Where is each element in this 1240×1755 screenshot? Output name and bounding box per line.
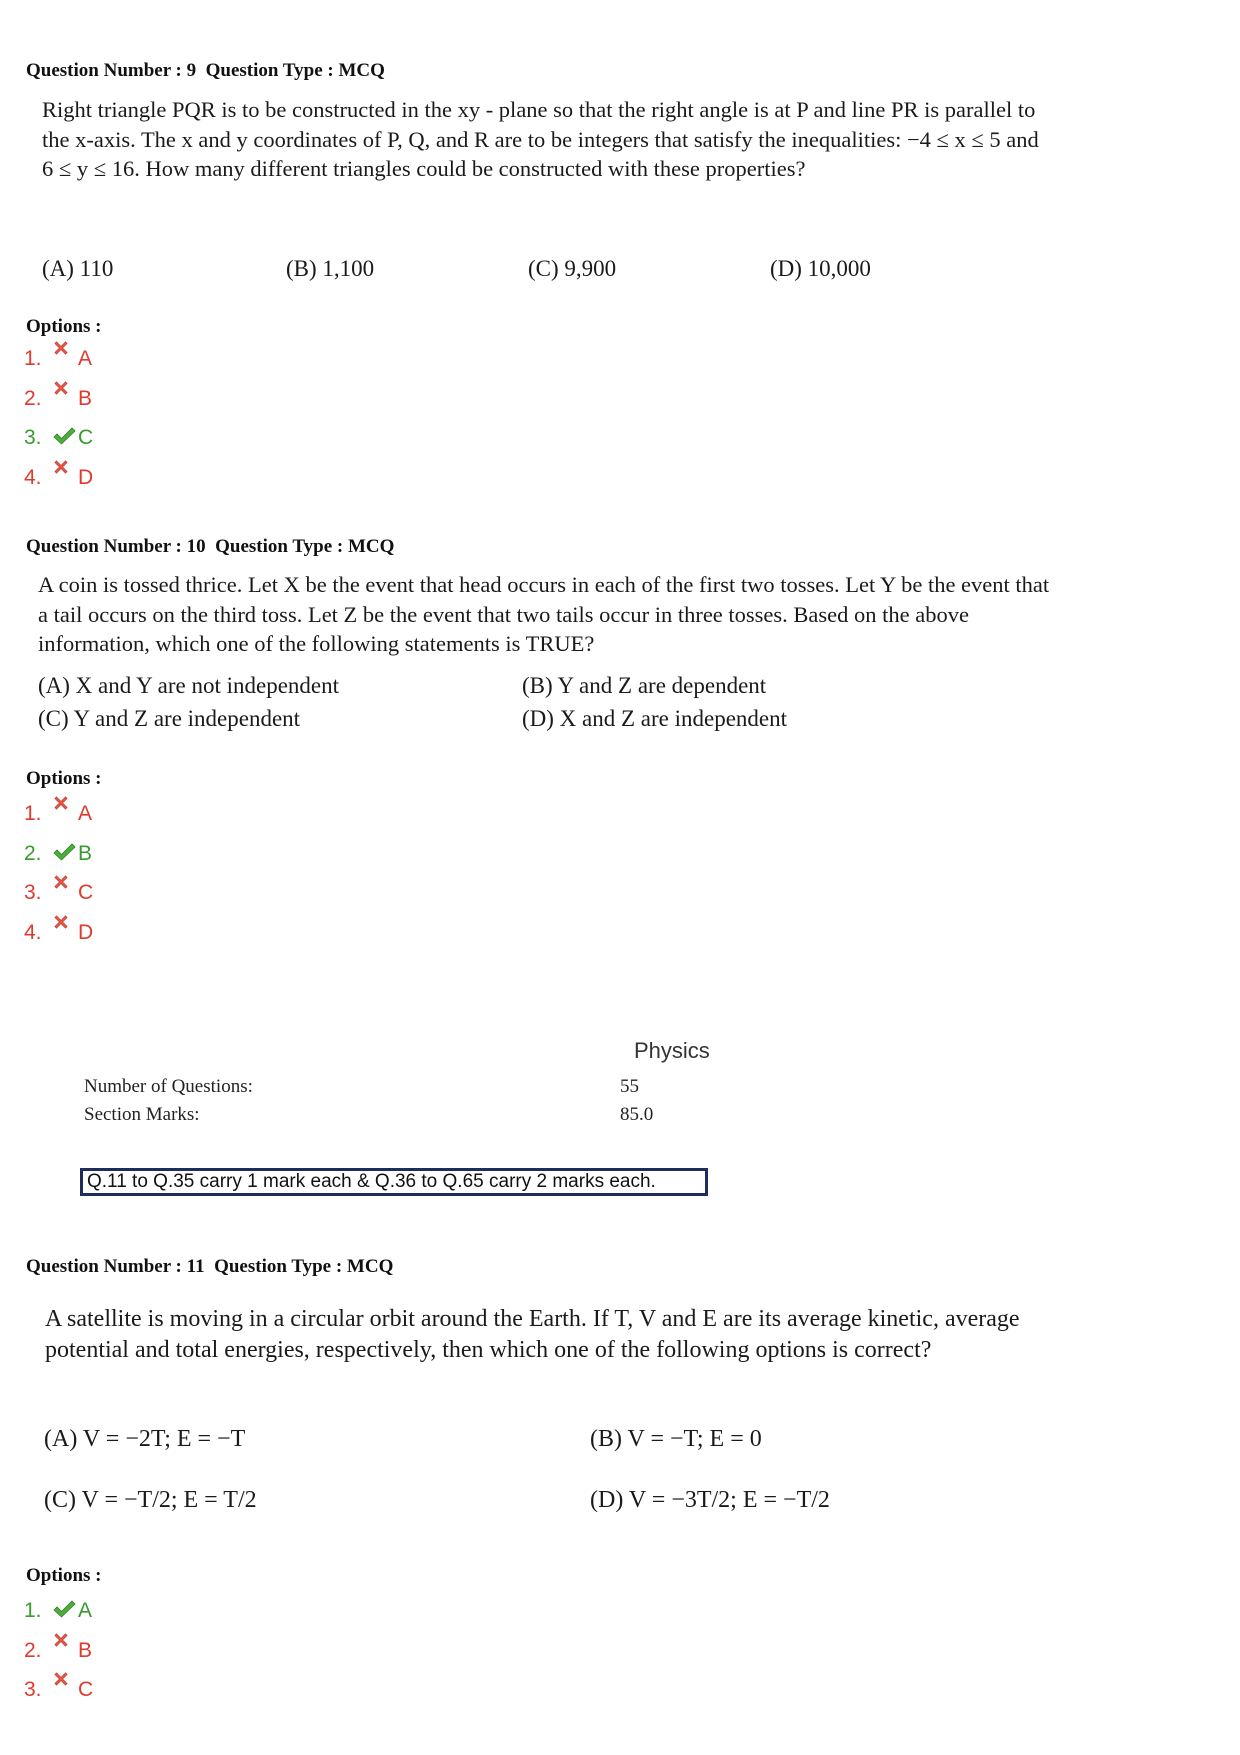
option-number: 1. <box>24 802 42 825</box>
option-number: 4. <box>24 465 42 489</box>
option-number: 2. <box>24 386 42 410</box>
option-b <box>24 1637 92 1665</box>
options-label: Options : <box>26 1565 102 1586</box>
choice-c: (C) V = −T/2; E = T/2 <box>44 1487 257 1513</box>
option-letter: B <box>78 1638 93 1662</box>
option-number: 4. <box>24 920 42 944</box>
question-header: Question Number : 11 Question Type : MCQ <box>26 1256 394 1277</box>
choice-b: (B) V = −T; E = 0 <box>590 1426 762 1452</box>
cross-icon <box>52 921 78 945</box>
checkmark-icon <box>52 842 78 866</box>
option-number: 3. <box>24 881 42 904</box>
choice-a: (A) V = −2T; E = −T <box>44 1426 246 1452</box>
options-label: Options : <box>26 316 102 337</box>
option-number: 1. <box>24 1599 42 1622</box>
option-letter: B <box>78 841 93 865</box>
choice-b: (B) Y and Z are dependent <box>522 673 767 698</box>
question-text: Right triangle PQR is to be constructed in the xy - plane so that the right angle is at P and line PR is parallel to the x-axis. The x and y coordinates of P, Q, and R are to be integers that satisfy the inequalities: −4 ≤ x ≤ 5 and 6 ≤ y ≤ 16. How many different triangles could be constructed with these properties? <box>42 97 1039 181</box>
choice-a: (A) X and Y are not independent <box>38 673 340 698</box>
cross-icon <box>52 1639 78 1663</box>
option-number: 2. <box>24 841 42 865</box>
cross-icon <box>52 347 78 371</box>
cross-icon <box>52 1678 78 1702</box>
section-marks-label: Section Marks: <box>84 1104 200 1125</box>
option-a <box>24 800 92 828</box>
option-b <box>24 385 92 413</box>
option-c <box>24 879 93 907</box>
option-d <box>24 919 93 947</box>
option-letter: B <box>78 386 93 410</box>
option-c <box>24 1676 93 1704</box>
choice-a: (A) 110 <box>42 256 114 281</box>
choice-d: (D) V = −3T/2; E = −T/2 <box>590 1487 830 1513</box>
options-label: Options : <box>26 768 102 789</box>
option-letter: C <box>78 1678 94 1701</box>
question-header: Question Number : 9 Question Type : MCQ <box>26 60 385 81</box>
checkmark-icon <box>52 426 78 450</box>
option-letter: A <box>78 347 93 370</box>
cross-icon <box>52 881 78 905</box>
section-title: Physics <box>634 1038 710 1063</box>
option-letter: A <box>78 802 93 825</box>
marking-scheme-notice: Q.11 to Q.35 carry 1 mark each & Q.36 to Q.65 carry 2 marks each. <box>80 1168 708 1196</box>
option-c <box>24 424 93 452</box>
cross-icon <box>52 387 78 411</box>
question-text: A satellite is moving in a circular orbit around the Earth. If T, V and E are its average kinetic, average potential and total energies, respectively, then which one of the following options is correct? <box>45 1306 1020 1363</box>
option-number: 3. <box>24 426 42 449</box>
choice-d: (D) 10,000 <box>770 256 871 281</box>
question-text: A coin is tossed thrice. Let X be the event that head occurs in each of the first two tosses. Let Y be the event that a tail occurs on the third toss. Let Z be the event that two tails occur in three tosses. Based on the above information, which one of the following statements is TRUE? <box>38 572 1050 656</box>
option-number: 2. <box>24 1638 42 1662</box>
option-number: 3. <box>24 1678 42 1701</box>
cross-icon <box>52 802 78 826</box>
option-number: 1. <box>24 347 42 370</box>
cross-icon <box>52 466 78 490</box>
option-d <box>24 464 93 492</box>
option-letter: C <box>78 426 94 449</box>
choice-d: (D) X and Z are independent <box>522 706 788 731</box>
choice-c: (C) 9,900 <box>528 256 617 281</box>
section-marks-value: 85.0 <box>620 1104 654 1125</box>
checkmark-icon <box>52 1599 78 1623</box>
option-b <box>24 840 92 868</box>
option-letter: D <box>78 920 94 944</box>
option-letter: D <box>78 465 94 489</box>
choice-c: (C) Y and Z are independent <box>38 706 301 731</box>
section-questions-value: 55 <box>620 1076 639 1097</box>
option-a <box>24 345 92 373</box>
option-letter: A <box>78 1599 93 1622</box>
option-letter: C <box>78 881 94 904</box>
question-header: Question Number : 10 Question Type : MCQ <box>26 536 395 557</box>
choice-b: (B) 1,100 <box>286 256 375 281</box>
section-questions-label: Number of Questions: <box>84 1076 253 1097</box>
option-a <box>24 1597 92 1625</box>
